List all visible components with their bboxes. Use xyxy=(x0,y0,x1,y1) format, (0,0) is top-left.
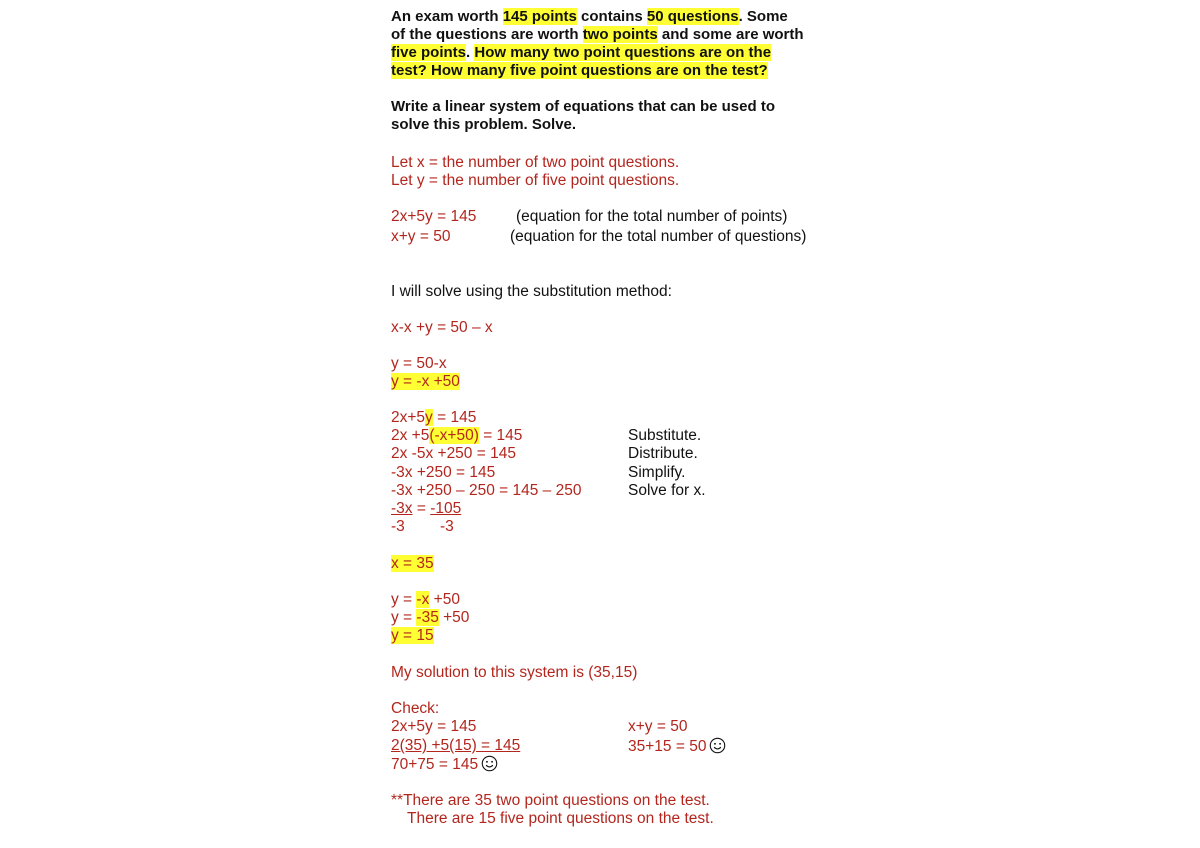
step-note-distribute: Distribute. xyxy=(628,445,698,462)
instruction-line-2: solve this problem. Solve. xyxy=(391,116,577,133)
solve-x-denominator-right: -3 xyxy=(440,518,454,535)
check-left-line-1: 2x+5y = 145 xyxy=(391,718,477,735)
system-note-2: (equation for the total number of questions) xyxy=(510,228,807,245)
conclusion-line-1: **There are 35 two point questions on the test. xyxy=(391,792,710,809)
check-left-line-3: 70+75 = 145 xyxy=(391,755,498,774)
solve-x-denominator-left: -3 xyxy=(391,518,405,535)
check-right-line-2: 35+15 = 50 xyxy=(628,737,726,756)
smiley-face-icon xyxy=(709,737,726,754)
solve-y-line-3: y = 15 xyxy=(391,627,434,644)
x-result: x = 35 xyxy=(391,555,434,572)
problem-line-3: five points. How many two point questions are on the xyxy=(391,44,772,61)
isolate-line-1: x-x +y = 50 – x xyxy=(391,319,493,336)
solve-y-line-2: y = -35 +50 xyxy=(391,609,470,626)
method-statement: I will solve using the substitution method: xyxy=(391,283,672,300)
check-left-line-2: 2(35) +5(15) = 145 xyxy=(391,737,521,754)
check-right-line-1: x+y = 50 xyxy=(628,718,688,735)
problem-line-1: An exam worth 145 points contains 50 questions. Some xyxy=(391,8,788,25)
problem-line-2: of the questions are worth two points and some are worth xyxy=(391,26,804,43)
solution-statement: My solution to this system is (35,15) xyxy=(391,664,638,681)
step-note-substitute: Substitute. xyxy=(628,427,702,444)
solve-x-line-6: -3x = -105 xyxy=(391,500,462,517)
smiley-face-icon xyxy=(481,755,498,772)
isolate-line-3: y = -x +50 xyxy=(391,373,460,390)
solve-x-line-3: 2x -5x +250 = 145 xyxy=(391,445,516,462)
solve-x-line-2: 2x +5(-x+50) = 145 xyxy=(391,427,523,444)
instruction-line-1: Write a linear system of equations that can be used to xyxy=(391,98,775,115)
system-equation-2: x+y = 50 xyxy=(391,228,451,245)
conclusion-line-2: There are 15 five point questions on the test. xyxy=(407,810,714,827)
step-note-solve: Solve for x. xyxy=(628,482,706,499)
definition-y: Let y = the number of five point questions. xyxy=(391,172,680,189)
system-note-1: (equation for the total number of points) xyxy=(516,208,788,225)
solve-x-line-4: -3x +250 = 145 xyxy=(391,464,496,481)
system-equation-1: 2x+5y = 145 xyxy=(391,208,477,225)
definition-x: Let x = the number of two point questions. xyxy=(391,154,680,171)
check-title: Check: xyxy=(391,700,440,717)
solve-x-line-5: -3x +250 – 250 = 145 – 250 xyxy=(391,482,582,499)
solve-y-line-1: y = -x +50 xyxy=(391,591,460,608)
solve-x-line-1: 2x+5y = 145 xyxy=(391,409,477,426)
step-note-simplify: Simplify. xyxy=(628,464,686,481)
isolate-line-2: y = 50-x xyxy=(391,355,447,372)
problem-line-4: test? How many five point questions are on the test? xyxy=(391,62,768,79)
